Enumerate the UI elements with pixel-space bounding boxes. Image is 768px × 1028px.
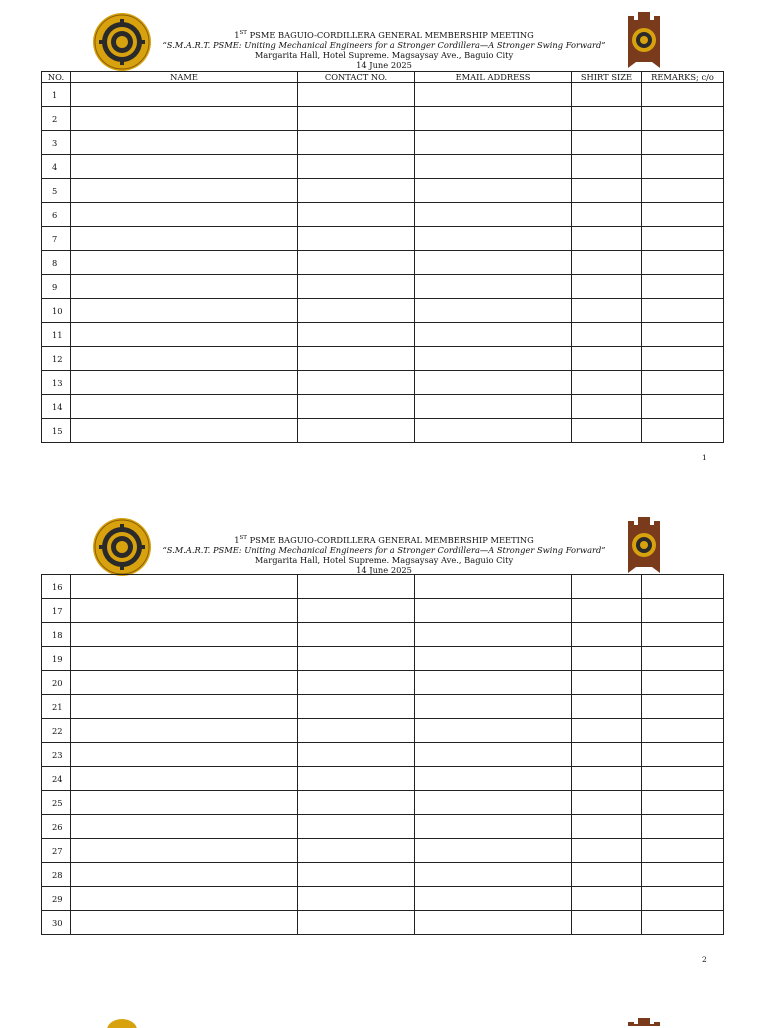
row-number: 13 bbox=[42, 371, 71, 395]
email-cell[interactable] bbox=[415, 419, 572, 443]
shirt-size-cell[interactable] bbox=[572, 911, 642, 935]
contact-cell[interactable] bbox=[298, 815, 415, 839]
contact-cell[interactable] bbox=[298, 575, 415, 599]
name-cell[interactable] bbox=[71, 839, 298, 863]
contact-cell[interactable] bbox=[298, 647, 415, 671]
shirt-size-cell[interactable] bbox=[572, 671, 642, 695]
col-remarks: REMARKS; c/o bbox=[642, 72, 724, 83]
name-cell[interactable] bbox=[71, 155, 298, 179]
email-cell[interactable] bbox=[415, 323, 572, 347]
col-email: EMAIL ADDRESS bbox=[415, 72, 572, 83]
remarks-cell[interactable] bbox=[642, 371, 724, 395]
name-cell[interactable] bbox=[71, 911, 298, 935]
shirt-size-cell[interactable] bbox=[572, 623, 642, 647]
row-number: 12 bbox=[42, 347, 71, 371]
contact-cell[interactable] bbox=[298, 251, 415, 275]
row-number: 2 bbox=[42, 107, 71, 131]
remarks-cell[interactable] bbox=[642, 347, 724, 371]
name-cell[interactable] bbox=[71, 107, 298, 131]
psme-seal-icon bbox=[92, 517, 152, 577]
header-text bbox=[150, 28, 618, 70]
shirt-size-cell[interactable] bbox=[572, 815, 642, 839]
remarks-cell[interactable] bbox=[642, 299, 724, 323]
contact-cell[interactable] bbox=[298, 839, 415, 863]
col-name: NAME bbox=[71, 72, 298, 83]
shirt-size-cell[interactable] bbox=[572, 767, 642, 791]
shirt-size-cell[interactable] bbox=[572, 647, 642, 671]
table-row bbox=[42, 815, 724, 839]
name-cell[interactable] bbox=[71, 251, 298, 275]
email-cell[interactable] bbox=[415, 155, 572, 179]
shirt-size-cell[interactable] bbox=[572, 419, 642, 443]
email-cell[interactable] bbox=[415, 767, 572, 791]
name-cell[interactable] bbox=[71, 227, 298, 251]
contact-cell[interactable] bbox=[298, 131, 415, 155]
remarks-cell[interactable] bbox=[642, 275, 724, 299]
row-number: 17 bbox=[42, 599, 71, 623]
contact-cell[interactable] bbox=[298, 299, 415, 323]
row-number: 29 bbox=[42, 887, 71, 911]
email-cell[interactable] bbox=[415, 623, 572, 647]
shirt-size-cell[interactable] bbox=[572, 743, 642, 767]
table-row bbox=[42, 695, 724, 719]
contact-cell[interactable] bbox=[298, 887, 415, 911]
shirt-size-cell[interactable] bbox=[572, 395, 642, 419]
event-theme: “S.M.A.R.T. PSME: Uniting Mechanical Engineers for a Stronger Cordillera—A Stronger Swing Forward” bbox=[162, 544, 606, 555]
remarks-cell[interactable] bbox=[642, 131, 724, 155]
shirt-size-cell[interactable] bbox=[572, 227, 642, 251]
name-cell[interactable] bbox=[71, 419, 298, 443]
email-cell[interactable] bbox=[415, 863, 572, 887]
table-row bbox=[42, 251, 724, 275]
shirt-size-cell[interactable] bbox=[572, 371, 642, 395]
table-row bbox=[42, 575, 724, 599]
contact-cell[interactable] bbox=[298, 419, 415, 443]
email-cell[interactable] bbox=[415, 227, 572, 251]
contact-cell[interactable] bbox=[298, 743, 415, 767]
remarks-cell[interactable] bbox=[642, 647, 724, 671]
header-text bbox=[150, 533, 618, 575]
event-date: 14 June 2025 bbox=[356, 564, 412, 575]
table-row bbox=[42, 863, 724, 887]
table-row bbox=[42, 671, 724, 695]
table-row bbox=[42, 203, 724, 227]
name-cell[interactable] bbox=[71, 743, 298, 767]
contact-cell[interactable] bbox=[298, 179, 415, 203]
attendance-table bbox=[41, 574, 724, 935]
contact-cell[interactable] bbox=[298, 671, 415, 695]
remarks-cell[interactable] bbox=[642, 599, 724, 623]
row-number: 28 bbox=[42, 863, 71, 887]
table-row bbox=[42, 323, 724, 347]
col-no: NO. bbox=[42, 72, 71, 83]
event-venue: Margarita Hall, Hotel Supreme. Magsaysay Ave., Baguio City bbox=[254, 49, 514, 60]
event-date: 14 June 2025 bbox=[356, 59, 412, 70]
table-row bbox=[42, 227, 724, 251]
email-cell[interactable] bbox=[415, 395, 572, 419]
row-number: 18 bbox=[42, 623, 71, 647]
email-cell[interactable] bbox=[415, 179, 572, 203]
email-cell[interactable] bbox=[415, 203, 572, 227]
email-cell[interactable] bbox=[415, 575, 572, 599]
row-number: 30 bbox=[42, 911, 71, 935]
table-row bbox=[42, 131, 724, 155]
contact-cell[interactable] bbox=[298, 203, 415, 227]
remarks-cell[interactable] bbox=[642, 887, 724, 911]
table-row bbox=[42, 299, 724, 323]
email-cell[interactable] bbox=[415, 911, 572, 935]
shirt-size-cell[interactable] bbox=[572, 155, 642, 179]
email-cell[interactable] bbox=[415, 791, 572, 815]
shirt-size-cell[interactable] bbox=[572, 719, 642, 743]
email-cell[interactable] bbox=[415, 83, 572, 107]
shirt-size-cell[interactable] bbox=[572, 791, 642, 815]
table-row bbox=[42, 623, 724, 647]
remarks-cell[interactable] bbox=[642, 395, 724, 419]
remarks-cell[interactable] bbox=[642, 911, 724, 935]
name-cell[interactable] bbox=[71, 131, 298, 155]
name-cell[interactable] bbox=[71, 767, 298, 791]
row-number: 4 bbox=[42, 155, 71, 179]
email-cell[interactable] bbox=[415, 275, 572, 299]
remarks-cell[interactable] bbox=[642, 743, 724, 767]
email-cell[interactable] bbox=[415, 815, 572, 839]
name-cell[interactable] bbox=[71, 863, 298, 887]
remarks-cell[interactable] bbox=[642, 671, 724, 695]
name-cell[interactable] bbox=[71, 671, 298, 695]
row-number: 15 bbox=[42, 419, 71, 443]
name-cell[interactable] bbox=[71, 887, 298, 911]
contact-cell[interactable] bbox=[298, 227, 415, 251]
contact-cell[interactable] bbox=[298, 719, 415, 743]
remarks-cell[interactable] bbox=[642, 695, 724, 719]
row-number: 25 bbox=[42, 791, 71, 815]
cordillera-emblem-icon bbox=[624, 515, 664, 573]
email-cell[interactable] bbox=[415, 371, 572, 395]
cordillera-emblem-icon bbox=[624, 10, 664, 68]
row-number: 23 bbox=[42, 743, 71, 767]
page-number: 2 bbox=[702, 955, 707, 964]
email-cell[interactable] bbox=[415, 347, 572, 371]
remarks-cell[interactable] bbox=[642, 791, 724, 815]
page-number: 1 bbox=[702, 453, 707, 462]
name-cell[interactable] bbox=[71, 599, 298, 623]
name-cell[interactable] bbox=[71, 623, 298, 647]
row-number: 22 bbox=[42, 719, 71, 743]
row-number: 26 bbox=[42, 815, 71, 839]
contact-cell[interactable] bbox=[298, 107, 415, 131]
contact-cell[interactable] bbox=[298, 623, 415, 647]
col-contact: CONTACT NO. bbox=[298, 72, 415, 83]
contact-cell[interactable] bbox=[298, 695, 415, 719]
remarks-cell[interactable] bbox=[642, 107, 724, 131]
table-row bbox=[42, 599, 724, 623]
contact-cell[interactable] bbox=[298, 395, 415, 419]
name-cell[interactable] bbox=[71, 203, 298, 227]
table-row bbox=[42, 155, 724, 179]
contact-cell[interactable] bbox=[298, 155, 415, 179]
table-row bbox=[42, 347, 724, 371]
name-cell[interactable] bbox=[71, 575, 298, 599]
remarks-cell[interactable] bbox=[642, 839, 724, 863]
remarks-cell[interactable] bbox=[642, 719, 724, 743]
table-row bbox=[42, 791, 724, 815]
contact-cell[interactable] bbox=[298, 347, 415, 371]
row-number: 8 bbox=[42, 251, 71, 275]
cordillera-emblem-icon bbox=[624, 1016, 664, 1026]
remarks-cell[interactable] bbox=[642, 623, 724, 647]
table-row bbox=[42, 719, 724, 743]
email-cell[interactable] bbox=[415, 887, 572, 911]
row-number: 21 bbox=[42, 695, 71, 719]
email-cell[interactable] bbox=[415, 671, 572, 695]
row-number: 5 bbox=[42, 179, 71, 203]
row-number: 3 bbox=[42, 131, 71, 155]
row-number: 20 bbox=[42, 671, 71, 695]
remarks-cell[interactable] bbox=[642, 815, 724, 839]
shirt-size-cell[interactable] bbox=[572, 887, 642, 911]
table-row bbox=[42, 371, 724, 395]
shirt-size-cell[interactable] bbox=[572, 323, 642, 347]
shirt-size-cell[interactable] bbox=[572, 203, 642, 227]
remarks-cell[interactable] bbox=[642, 863, 724, 887]
page-header bbox=[0, 0, 768, 70]
remarks-cell[interactable] bbox=[642, 227, 724, 251]
remarks-cell[interactable] bbox=[642, 419, 724, 443]
table-row bbox=[42, 887, 724, 911]
row-number: 9 bbox=[42, 275, 71, 299]
remarks-cell[interactable] bbox=[642, 575, 724, 599]
row-number: 27 bbox=[42, 839, 71, 863]
name-cell[interactable] bbox=[71, 299, 298, 323]
col-shirt-size: SHIRT SIZE bbox=[572, 72, 642, 83]
page-header bbox=[0, 505, 768, 575]
name-cell[interactable] bbox=[71, 347, 298, 371]
row-number: 11 bbox=[42, 323, 71, 347]
name-cell[interactable] bbox=[71, 791, 298, 815]
email-cell[interactable] bbox=[415, 719, 572, 743]
table-row bbox=[42, 395, 724, 419]
table-row bbox=[42, 275, 724, 299]
event-theme: “S.M.A.R.T. PSME: Uniting Mechanical Engineers for a Stronger Cordillera—A Stronger Swing Forward” bbox=[162, 39, 606, 50]
name-cell[interactable] bbox=[71, 179, 298, 203]
email-cell[interactable] bbox=[415, 107, 572, 131]
table-row bbox=[42, 839, 724, 863]
shirt-size-cell[interactable] bbox=[572, 863, 642, 887]
contact-cell[interactable] bbox=[298, 275, 415, 299]
contact-cell[interactable] bbox=[298, 791, 415, 815]
shirt-size-cell[interactable] bbox=[572, 83, 642, 107]
table-row bbox=[42, 419, 724, 443]
remarks-cell[interactable] bbox=[642, 203, 724, 227]
table-row bbox=[42, 647, 724, 671]
name-cell[interactable] bbox=[71, 647, 298, 671]
email-cell[interactable] bbox=[415, 839, 572, 863]
row-number: 14 bbox=[42, 395, 71, 419]
remarks-cell[interactable] bbox=[642, 155, 724, 179]
shirt-size-cell[interactable] bbox=[572, 275, 642, 299]
email-cell[interactable] bbox=[415, 299, 572, 323]
attendance-table bbox=[41, 71, 724, 443]
remarks-cell[interactable] bbox=[642, 83, 724, 107]
name-cell[interactable] bbox=[71, 275, 298, 299]
name-cell[interactable] bbox=[71, 323, 298, 347]
table-row bbox=[42, 107, 724, 131]
event-venue: Margarita Hall, Hotel Supreme. Magsaysay Ave., Baguio City bbox=[254, 554, 514, 565]
name-cell[interactable] bbox=[71, 395, 298, 419]
shirt-size-cell[interactable] bbox=[572, 347, 642, 371]
table-row bbox=[42, 743, 724, 767]
row-number: 7 bbox=[42, 227, 71, 251]
contact-cell[interactable] bbox=[298, 323, 415, 347]
email-cell[interactable] bbox=[415, 131, 572, 155]
row-number: 16 bbox=[42, 575, 71, 599]
name-cell[interactable] bbox=[71, 695, 298, 719]
contact-cell[interactable] bbox=[298, 863, 415, 887]
name-cell[interactable] bbox=[71, 815, 298, 839]
psme-seal-icon bbox=[106, 1018, 138, 1028]
name-cell[interactable] bbox=[71, 719, 298, 743]
remarks-cell[interactable] bbox=[642, 251, 724, 275]
shirt-size-cell[interactable] bbox=[572, 575, 642, 599]
contact-cell[interactable] bbox=[298, 599, 415, 623]
table-row bbox=[42, 179, 724, 203]
remarks-cell[interactable] bbox=[642, 767, 724, 791]
table-row bbox=[42, 911, 724, 935]
row-number: 24 bbox=[42, 767, 71, 791]
email-cell[interactable] bbox=[415, 251, 572, 275]
row-number: 10 bbox=[42, 299, 71, 323]
remarks-cell[interactable] bbox=[642, 323, 724, 347]
name-cell[interactable] bbox=[71, 83, 298, 107]
remarks-cell[interactable] bbox=[642, 179, 724, 203]
shirt-size-cell[interactable] bbox=[572, 695, 642, 719]
table-header-row bbox=[42, 72, 724, 83]
event-title: 1ST PSME BAGUIO-CORDILLERA GENERAL MEMBERSHIP MEETING bbox=[234, 29, 534, 40]
psme-seal-icon bbox=[92, 12, 152, 72]
contact-cell[interactable] bbox=[298, 83, 415, 107]
shirt-size-cell[interactable] bbox=[572, 299, 642, 323]
shirt-size-cell[interactable] bbox=[572, 131, 642, 155]
event-title: 1ST PSME BAGUIO-CORDILLERA GENERAL MEMBERSHIP MEETING bbox=[234, 534, 534, 545]
name-cell[interactable] bbox=[71, 371, 298, 395]
table-row bbox=[42, 83, 724, 107]
contact-cell[interactable] bbox=[298, 911, 415, 935]
shirt-size-cell[interactable] bbox=[572, 839, 642, 863]
email-cell[interactable] bbox=[415, 647, 572, 671]
shirt-size-cell[interactable] bbox=[572, 179, 642, 203]
row-number: 6 bbox=[42, 203, 71, 227]
row-number: 1 bbox=[42, 83, 71, 107]
email-cell[interactable] bbox=[415, 599, 572, 623]
table-row bbox=[42, 767, 724, 791]
shirt-size-cell[interactable] bbox=[572, 251, 642, 275]
email-cell[interactable] bbox=[415, 695, 572, 719]
email-cell[interactable] bbox=[415, 743, 572, 767]
shirt-size-cell[interactable] bbox=[572, 599, 642, 623]
row-number: 19 bbox=[42, 647, 71, 671]
contact-cell[interactable] bbox=[298, 371, 415, 395]
contact-cell[interactable] bbox=[298, 767, 415, 791]
shirt-size-cell[interactable] bbox=[572, 107, 642, 131]
